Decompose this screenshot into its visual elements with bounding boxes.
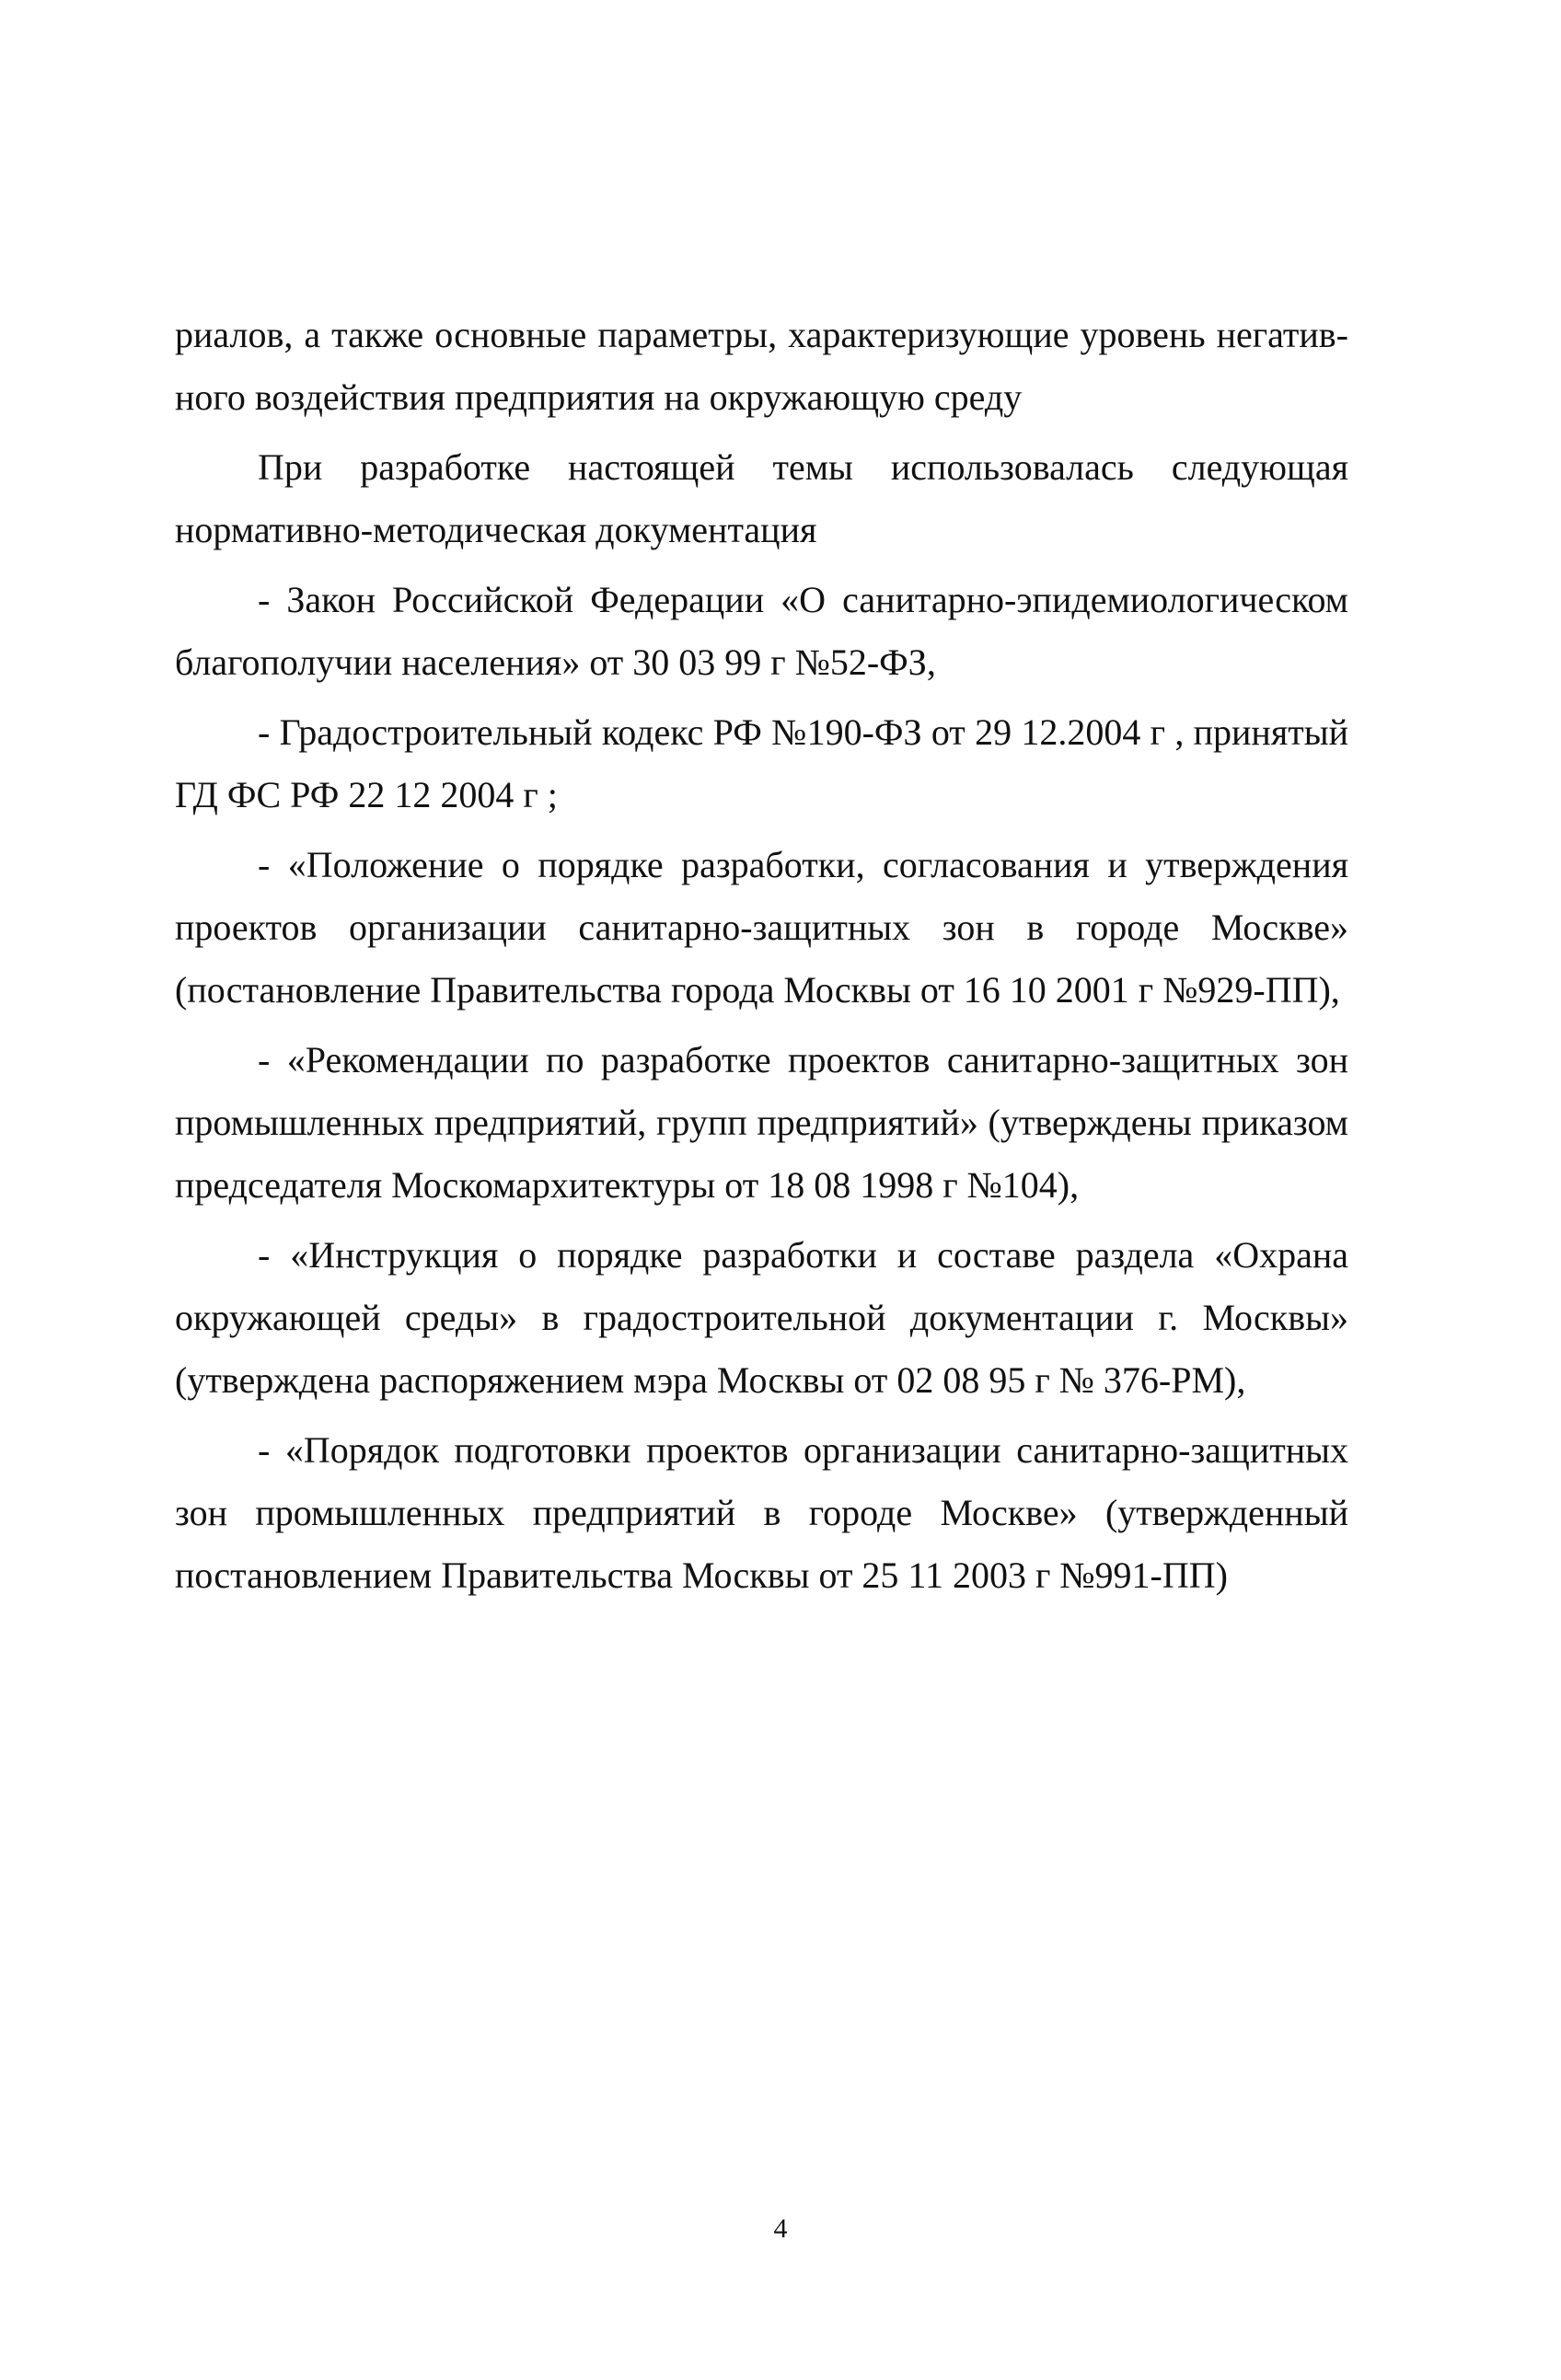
list-item-regulation: - «Положение о порядке разработки, согласования и утверждения проектов организации санитарно-защитных зон в городе Москве» (постановление Правительства города Москвы от 16 10 2001 г №929-ПП), <box>175 844 1348 1011</box>
paragraph-continuation: риалов, а также основные параметры, характеризующие уровень негатив-ного воздействия предприятия на окружающую среду <box>175 314 1348 418</box>
list-item-federal-law: - Закон Российской Федерации «О санитарно-эпидемиологическом благополучии населения» от 30 03 99 г №52-ФЗ, <box>175 579 1348 683</box>
paragraph-intro: При разработке настоящей темы использовалась следующая нормативно-методическая документация <box>175 446 1348 550</box>
body-text <box>175 304 1348 1607</box>
list-item-urban-code: - Градостроительный кодекс РФ №190-ФЗ от 29 12.2004 г , принятый ГД ФС РФ 22 12 2004 г ; <box>175 711 1348 815</box>
list-item-procedure: - «Порядок подготовки проектов организации санитарно-защитных зон промышленных предприятий в городе Москве» (утвержденный постановлением Правительства Москвы от 25 11 2003 г №991-ПП) <box>175 1429 1348 1596</box>
list-item-recommendations: - «Рекомендации по разработке проектов санитарно-защитных зон промышленных предприятий, групп предприятий» (утверждены приказом председателя Москомархитектуры от 18 08 1998 г №104), <box>175 1039 1348 1206</box>
list-item-instruction: - «Инструкция о порядке разработки и составе раздела «Охрана окружающей среды» в градостроительной документации г. Москвы» (утверждена распоряжением мэра Москвы от 02 08 95 г № 376-РМ), <box>175 1234 1348 1401</box>
page-number: 4 <box>773 2213 788 2244</box>
